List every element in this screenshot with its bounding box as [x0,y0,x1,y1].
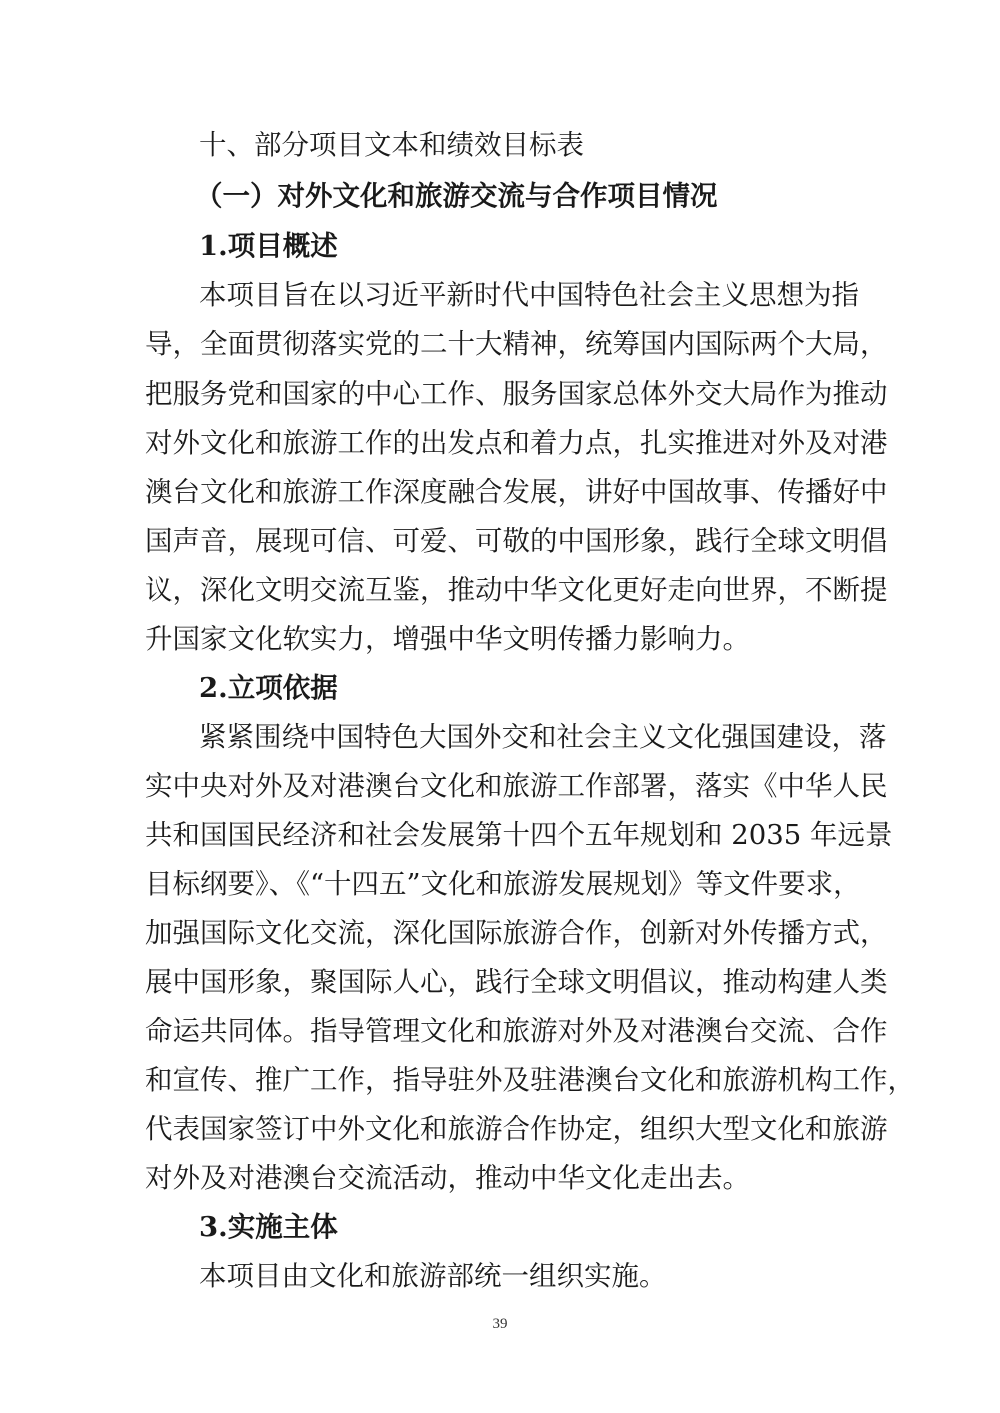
paragraph-line: 展中国形象，聚国际人心，践行全球文明倡议，推动构建人类 [145,966,888,998]
paragraph-line: 本项目旨在以习近平新时代中国特色社会主义思想为指 [199,279,859,311]
section-2-title: 2.立项依据 [199,672,338,704]
paragraph-line: 目标纲要》、《“十四五”文化和旅游发展规划》等文件要求， [145,868,861,900]
paragraph-line: 把服务党和国家的中心工作、服务国家总体外交大局作为推动 [145,378,888,410]
paragraph-line: 本项目由文化和旅游部统一组织实施。 [199,1260,667,1292]
paragraph-line: 议，深化文明交流互鉴，推动中华文化更好走向世界，不断提 [145,574,888,606]
paragraph-line: 导，全面贯彻落实党的二十大精神，统筹国内国际两个大局， [145,328,888,360]
page-number: 39 [492,1316,508,1332]
paragraph-line: 紧紧围绕中国特色大国外交和社会主义文化强国建设，落 [199,721,887,753]
main-heading: 十、部分项目文本和绩效目标表 [199,129,584,161]
paragraph-line: 命运共同体。指导管理文化和旅游对外及对港澳台交流、合作 [145,1015,888,1047]
paragraph-line: 对外及对港澳台交流活动，推动中华文化走出去。 [145,1162,750,1194]
section-3-title: 3.实施主体 [199,1211,338,1243]
sub-heading: （一）对外文化和旅游交流与合作项目情况 [195,180,718,212]
paragraph-line: 代表国家签订中外文化和旅游合作协定，组织大型文化和旅游 [145,1113,888,1145]
section-1-title: 1.项目概述 [199,230,338,262]
paragraph-line: 国声音，展现可信、可爱、可敬的中国形象，践行全球文明倡 [145,525,888,557]
paragraph-line: 共和国国民经济和社会发展第十四个五年规划和 2035 年远景 [145,819,893,851]
paragraph-line: 实中央对外及对港澳台文化和旅游工作部署，落实《中华人民 [145,770,888,802]
paragraph-line: 对外文化和旅游工作的出发点和着力点，扎实推进对外及对港 [145,427,888,459]
paragraph-line: 升国家文化软实力，增强中华文明传播力影响力。 [145,623,750,655]
paragraph-line: 加强国际文化交流，深化国际旅游合作，创新对外传播方式， [145,917,888,949]
paragraph-line: 澳台文化和旅游工作深度融合发展，讲好中国故事、传播好中 [145,476,888,508]
paragraph-line: 和宣传、推广工作，指导驻外及驻港澳台文化和旅游机构工作， [145,1064,915,1096]
